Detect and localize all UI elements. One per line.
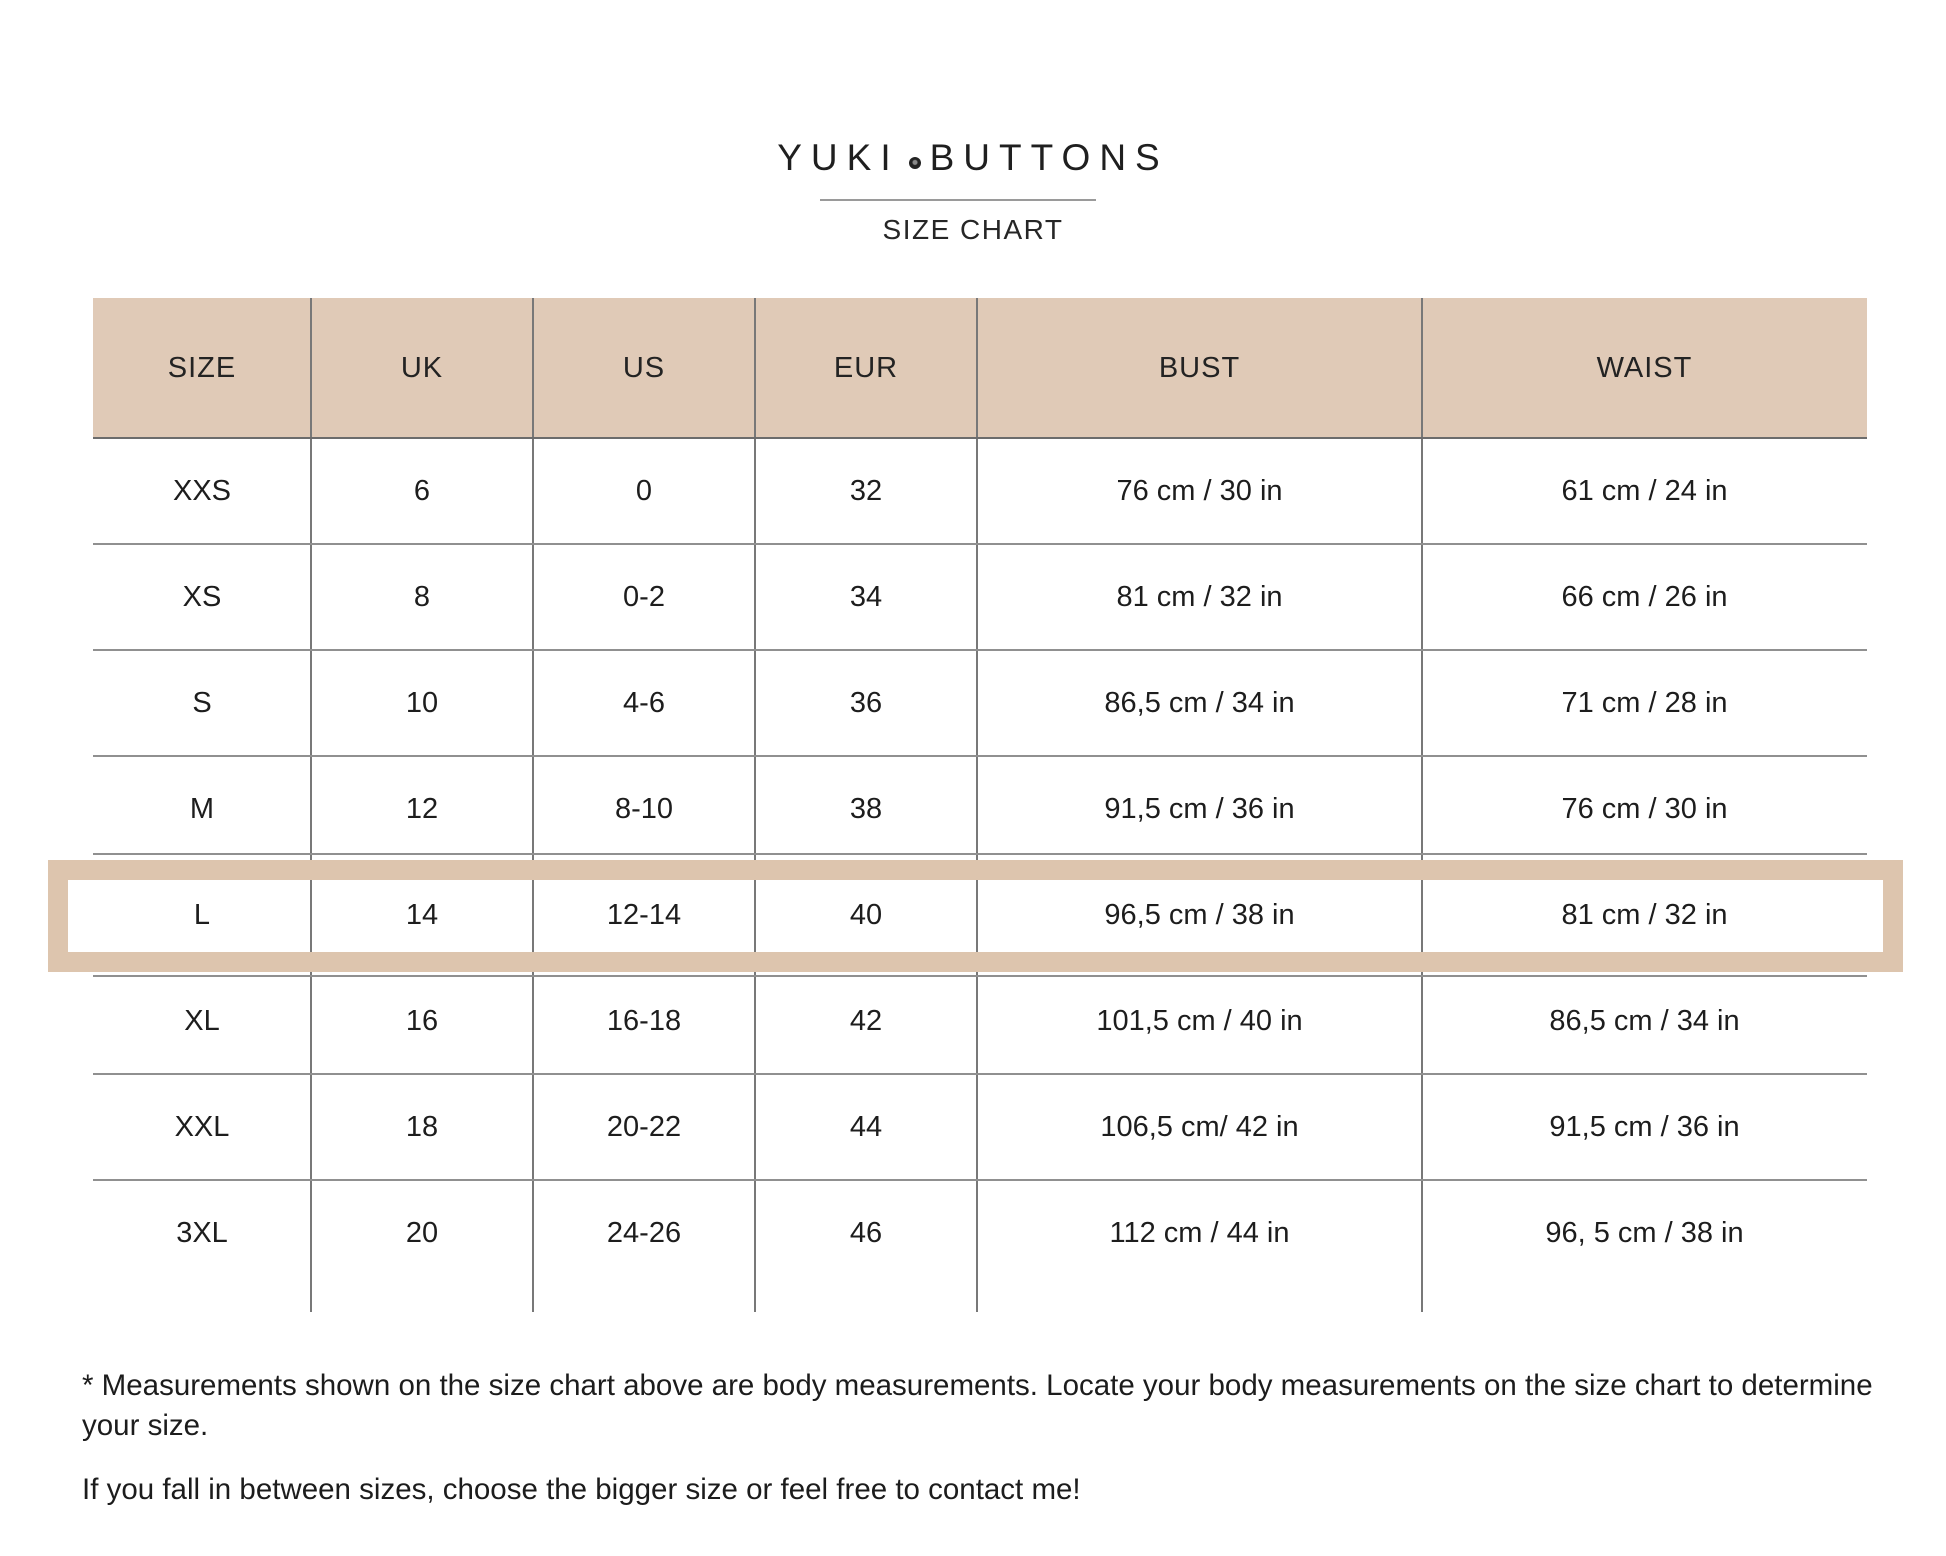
cell-waist: 81 cm / 32 in bbox=[1561, 898, 1728, 931]
cell-size: XXL bbox=[174, 1110, 230, 1143]
cell-size: XXS bbox=[172, 474, 232, 507]
table-header-row bbox=[93, 298, 1867, 438]
cell-eur: 44 bbox=[849, 1110, 883, 1143]
cell-eur: 34 bbox=[849, 580, 883, 613]
cell-us: 0 bbox=[635, 474, 653, 507]
cell-size: XL bbox=[184, 1004, 220, 1037]
cell-us: 16-18 bbox=[606, 1004, 682, 1037]
cell-eur: 32 bbox=[849, 474, 883, 507]
cell-eur: 38 bbox=[849, 792, 883, 825]
cell-uk: 12 bbox=[405, 792, 439, 825]
brand-title bbox=[0, 139, 1946, 176]
cell-us: 8-10 bbox=[614, 792, 674, 825]
cell-eur: 40 bbox=[849, 898, 883, 931]
column-divider bbox=[1421, 298, 1423, 1312]
page-title: SIZE CHART bbox=[882, 214, 1064, 245]
cell-eur: 42 bbox=[849, 1004, 883, 1037]
row-divider bbox=[93, 543, 1867, 545]
table-row bbox=[93, 544, 1867, 650]
table-row-highlighted bbox=[93, 862, 1867, 968]
column-divider bbox=[976, 298, 978, 1312]
row-divider bbox=[93, 755, 1867, 757]
cell-waist: 86,5 cm / 34 in bbox=[1549, 1004, 1740, 1037]
cell-us: 4-6 bbox=[623, 686, 665, 719]
table-row bbox=[93, 1074, 1867, 1180]
table-row bbox=[93, 968, 1867, 1074]
cell-size: XS bbox=[182, 580, 222, 613]
cell-size: S bbox=[192, 686, 212, 719]
cell-bust: 101,5 cm / 40 in bbox=[1096, 1004, 1303, 1037]
cell-bust: 76 cm / 30 in bbox=[1116, 474, 1283, 507]
cell-bust: 81 cm / 32 in bbox=[1116, 580, 1283, 613]
table-row bbox=[93, 438, 1867, 544]
column-divider bbox=[754, 298, 756, 1312]
cell-size: 3XL bbox=[176, 1216, 228, 1249]
cell-bust: 91,5 cm / 36 in bbox=[1104, 792, 1295, 825]
row-divider bbox=[93, 853, 1867, 855]
cell-bust: 112 cm / 44 in bbox=[1109, 1216, 1290, 1249]
row-divider bbox=[93, 1073, 1867, 1075]
cell-waist: 61 cm / 24 in bbox=[1561, 474, 1728, 507]
column-header-size: SIZE bbox=[167, 351, 237, 384]
between-sizes-note: If you fall in between sizes, choose the bigger size or feel free to contact me! bbox=[82, 1473, 1081, 1506]
column-header-eur: EUR bbox=[833, 351, 899, 384]
table-row bbox=[93, 650, 1867, 756]
cell-eur: 46 bbox=[849, 1216, 883, 1249]
cell-size: M bbox=[189, 792, 215, 825]
header-divider bbox=[93, 437, 1867, 439]
cell-uk: 16 bbox=[405, 1004, 439, 1037]
brand-title-right: BUTTONS bbox=[929, 137, 1169, 178]
row-divider bbox=[93, 975, 1867, 977]
cell-us: 24-26 bbox=[606, 1216, 682, 1249]
column-divider bbox=[310, 298, 312, 1312]
table-row bbox=[93, 756, 1867, 862]
cell-size: L bbox=[193, 898, 211, 931]
cell-uk: 10 bbox=[405, 686, 439, 719]
column-header-us: US bbox=[622, 351, 666, 384]
cell-waist: 91,5 cm / 36 in bbox=[1549, 1110, 1740, 1143]
table-row bbox=[93, 1180, 1867, 1286]
size-table bbox=[93, 298, 1867, 1312]
cell-waist: 71 cm / 28 in bbox=[1561, 686, 1728, 719]
cell-bust: 96,5 cm / 38 in bbox=[1104, 898, 1295, 931]
column-header-bust: BUST bbox=[1158, 351, 1241, 384]
cell-us: 20-22 bbox=[606, 1110, 682, 1143]
button-dot-icon bbox=[909, 157, 921, 169]
cell-eur: 36 bbox=[849, 686, 883, 719]
cell-uk: 6 bbox=[413, 474, 431, 507]
column-divider bbox=[532, 298, 534, 1312]
cell-waist: 66 cm / 26 in bbox=[1561, 580, 1728, 613]
measurements-note: * Measurements shown on the size chart above are body measurements. Locate your body measurements on the size chart to determine your size. bbox=[82, 1369, 1873, 1442]
column-header-uk: UK bbox=[400, 351, 444, 384]
brand-underline bbox=[820, 199, 1096, 201]
cell-bust: 86,5 cm / 34 in bbox=[1104, 686, 1295, 719]
column-header-waist: WAIST bbox=[1596, 351, 1693, 384]
row-divider bbox=[93, 1179, 1867, 1181]
row-divider bbox=[93, 649, 1867, 651]
cell-us: 0-2 bbox=[623, 580, 665, 613]
cell-uk: 14 bbox=[405, 898, 439, 931]
cell-us: 12-14 bbox=[606, 898, 682, 931]
cell-bust: 106,5 cm/ 42 in bbox=[1100, 1110, 1299, 1143]
brand-title-left: YUKI bbox=[777, 137, 900, 178]
cell-uk: 20 bbox=[405, 1216, 439, 1249]
cell-waist: 96, 5 cm / 38 in bbox=[1545, 1216, 1744, 1249]
cell-uk: 8 bbox=[413, 580, 431, 613]
cell-waist: 76 cm / 30 in bbox=[1561, 792, 1728, 825]
cell-uk: 18 bbox=[405, 1110, 439, 1143]
